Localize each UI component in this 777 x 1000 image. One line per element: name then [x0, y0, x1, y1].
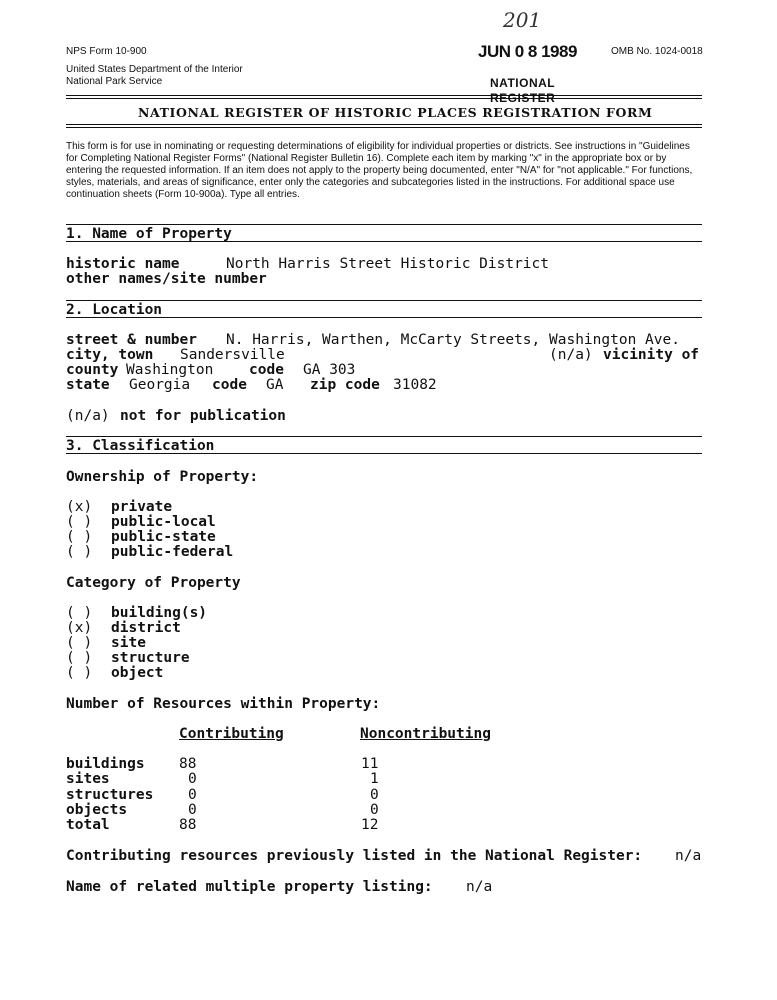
category-mark: ( ) [66, 665, 93, 681]
ownership-public-local: public-local [111, 514, 216, 530]
resource-contributing-value: 88 [179, 817, 197, 833]
resource-contributing-value: 0 [188, 771, 197, 787]
category-mark: ( ) [66, 605, 93, 621]
section1-rule-top [66, 224, 702, 225]
state-label: state [66, 377, 110, 393]
section1-rule-bottom [66, 241, 702, 242]
previously-listed-label: Contributing resources previously listed in the National Register: [66, 848, 643, 864]
form-number: NPS Form 10-900 [66, 46, 147, 57]
ownership-heading: Ownership of Property: [66, 469, 259, 485]
resource-row-label: total [66, 817, 110, 833]
resource-noncontributing-value: 12 [361, 817, 379, 833]
noncontributing-column-header: Noncontributing [360, 726, 491, 742]
state-code-value: GA [266, 377, 284, 393]
title-rule-bottom-2 [66, 127, 702, 128]
category-mark: ( ) [66, 650, 93, 666]
resource-row-label: sites [66, 771, 110, 787]
resources-heading: Number of Resources within Property: [66, 696, 381, 712]
resource-contributing-value: 0 [188, 802, 197, 818]
ownership-public-state: public-state [111, 529, 216, 545]
related-listing-value: n/a [466, 879, 493, 895]
county-code-value: GA 303 [303, 362, 356, 378]
section2-heading: 2. Location [66, 302, 163, 318]
ownership-private: private [111, 499, 173, 515]
title-rule-bottom-1 [66, 124, 702, 125]
title-rule-top-2 [66, 98, 702, 99]
category-mark: (x) [66, 620, 93, 636]
ownership-mark: ( ) [66, 529, 93, 545]
section2-rule-top [66, 300, 702, 301]
zip-code-value: 31082 [393, 377, 437, 393]
street-label: street & number [66, 332, 197, 348]
agency-line: National Park Service [66, 76, 163, 87]
previously-listed-value: n/a [675, 848, 702, 864]
county-code-label: code [249, 362, 284, 378]
publication-label: not for publication [120, 408, 286, 424]
category-mark: ( ) [66, 635, 93, 651]
category-buildings: building(s) [111, 605, 208, 621]
other-names-label: other names/site number [66, 271, 267, 287]
ownership-public-federal: public-federal [111, 544, 234, 560]
section3-heading: 3. Classification [66, 438, 215, 454]
historic-name-label: historic name [66, 256, 180, 272]
state-code-label: code [212, 377, 247, 393]
omb-number: OMB No. 1024-0018 [611, 46, 703, 57]
resource-row-label: buildings [66, 756, 145, 772]
section3-rule-bottom [66, 453, 702, 454]
ownership-mark: (x) [66, 499, 93, 515]
vicinity-label: vicinity of [603, 347, 700, 363]
zip-code-label: zip code [310, 377, 380, 393]
section1-heading: 1. Name of Property [66, 226, 232, 242]
historic-name-value: North Harris Street Historic District [226, 256, 550, 272]
received-stamp-date: JUN 0 8 1989 [478, 42, 577, 61]
category-heading: Category of Property [66, 575, 241, 591]
county-label: county [66, 362, 119, 378]
instructions-paragraph: This form is for use in nominating or requesting determinations of eligibility for individual properties or districts. See instructions in "Guidelines for Completing National Register Forms" (National Register Bulletin 16). Complete each item by marking "x" in the appropriate box or by entering the requested information. If an item does not apply to the property being documented, enter "N/A" for "not applicable." For functions, styles, materials, and areas of significance, enter only the categories and subcategories listed in the instructions. For additional space use continuation sheets (Form 10-900a). Type all entries. [66, 141, 693, 201]
resource-row-label: objects [66, 802, 128, 818]
department-line: United States Department of the Interior [66, 64, 243, 75]
category-structure: structure [111, 650, 190, 666]
street-value: N. Harris, Warthen, McCarty Streets, Washington Ave. [226, 332, 680, 348]
category-object: object [111, 665, 164, 681]
category-site: site [111, 635, 146, 651]
city-value: Sandersville [180, 347, 285, 363]
ownership-mark: ( ) [66, 544, 93, 560]
vicinity-mark: (n/a) [549, 347, 593, 363]
city-label: city, town [66, 347, 154, 363]
resource-row-label: structures [66, 787, 154, 803]
section3-rule-top [66, 436, 702, 437]
stamp-register: REGISTER [490, 91, 556, 105]
county-value: Washington [126, 362, 214, 378]
publication-mark: (n/a) [66, 408, 110, 424]
resource-noncontributing-value: 0 [370, 802, 379, 818]
related-listing-label: Name of related multiple property listing: [66, 879, 433, 895]
resource-contributing-value: 88 [179, 756, 197, 772]
resource-noncontributing-value: 1 [370, 771, 379, 787]
resource-noncontributing-value: 0 [370, 787, 379, 803]
ownership-mark: ( ) [66, 514, 93, 530]
resource-contributing-value: 0 [188, 787, 197, 803]
form-title: NATIONAL REGISTER OF HISTORIC PLACES REGISTRATION FORM [138, 105, 653, 120]
section2-rule-bottom [66, 317, 702, 318]
stamp-national: NATIONAL [490, 76, 556, 90]
category-district: district [111, 620, 181, 636]
resource-noncontributing-value: 11 [361, 756, 379, 772]
contributing-column-header: Contributing [179, 726, 284, 742]
handwritten-number: 201 [503, 8, 542, 32]
title-rule-top-1 [66, 95, 702, 96]
state-value: Georgia [129, 377, 191, 393]
